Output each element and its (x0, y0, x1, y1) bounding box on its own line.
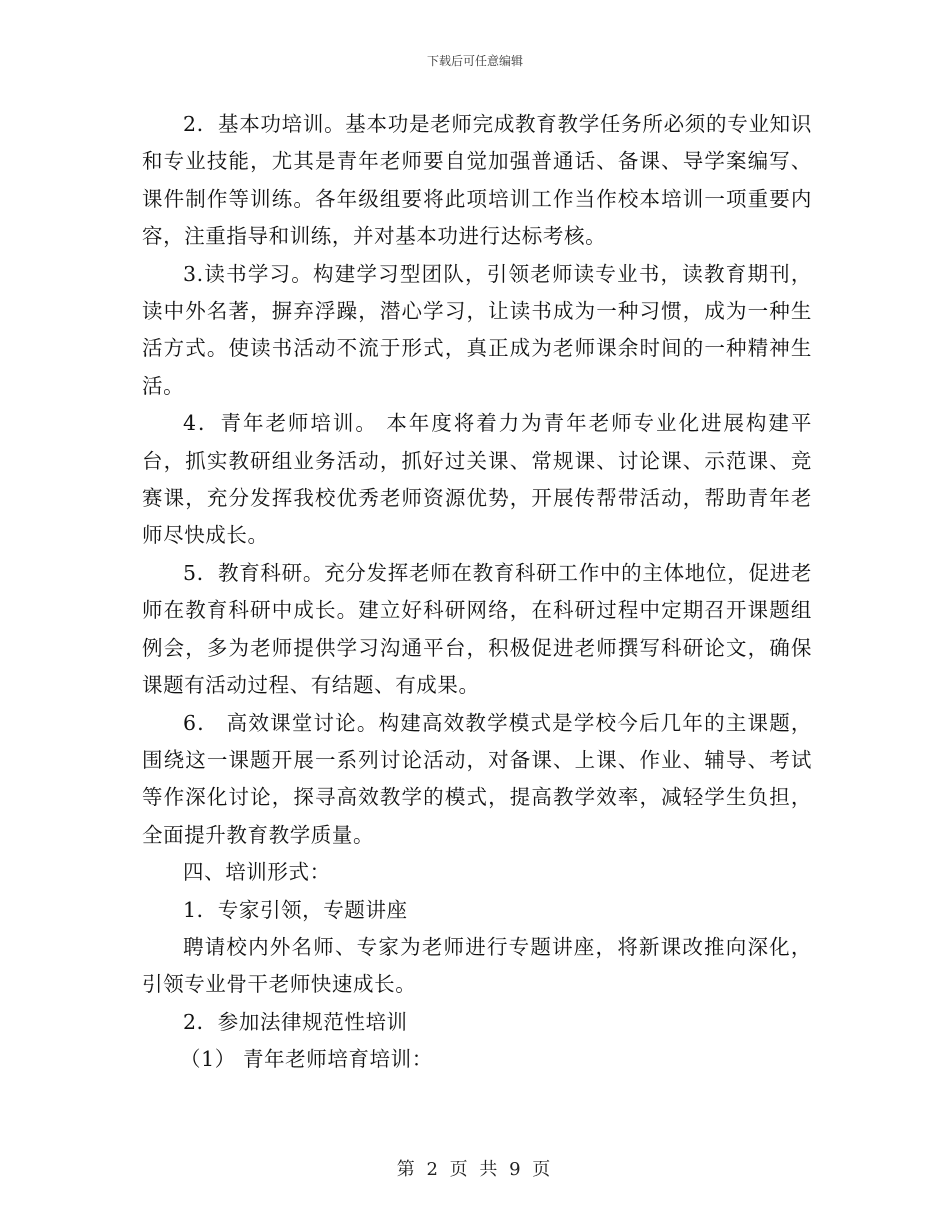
page-number: 第 2 页 共 9 页 (396, 1159, 554, 1180)
item-expert-lectures: 1．专家引领，专题讲座 (183, 897, 408, 922)
subitem-young-teacher-cultivation: （1） 青年老师培育培训： (180, 1047, 433, 1072)
paragraph-reading-study: 3.读书学习。构建学习型团队，引领老师读专业书，读教育期刊，读中外名著，摒弃浮躁，潜心学习，让读书成为一种习惯，成为一种生活方式。使读书活动不流于形式，真正成为老师课余时间的一种精神生活。 (142, 261, 812, 398)
paragraph-efficient-classroom: 6． 高效课堂讨论。构建高效教学模式是学校今后几年的主课题，围绕这一课题开展一系列讨论活动，对备课、上课、作业、辅导、考试等作深化讨论，探寻高效教学的模式，提高教学效率，减轻学生负担，全面提升教育教学质量。 (142, 710, 812, 847)
paragraph-young-teacher-training: 4．青年老师培训。 本年度将着力为青年老师专业化进展构建平台，抓实教研组业务活动，抓好过关课、常规课、讨论课、示范课、竞赛课，充分发挥我校优秀老师资源优势，开展传帮带活动，帮助青年老师尽快成长。 (142, 411, 812, 548)
paragraph-expert-lectures-detail: 聘请校内外名师、专家为老师进行专题讲座，将新课改推向深化，引领专业骨干老师快速成长。 (142, 934, 812, 997)
paragraph-education-research: 5．教育科研。充分发挥老师在教育科研工作中的主体地位，促进老师在教育科研中成长。建立好科研网络，在科研过程中定期召开课题组例会，多为老师提供学习沟通平台，积极促进老师撰写科研论文，确保课题有活动过程、有结题、有成果。 (142, 560, 812, 698)
page-header: 下载后可任意编辑 (426, 54, 523, 68)
item-legal-training: 2．参加法律规范性培训 (183, 1009, 408, 1034)
paragraph-basic-skills-training: 2．基本功培训。基本功是老师完成教育教学任务所必须的专业知识和专业技能，尤其是青年老师要自觉加强普通话、备课、导学案编写、课件制作等训练。各年级组要将此项培训工作当作校本培训一项重要内容，注重指导和训练，并对基本功进行达标考核。 (142, 112, 812, 249)
document-body (142, 106, 812, 1079)
section-heading-training-forms: 四、培训形式： (183, 860, 331, 885)
